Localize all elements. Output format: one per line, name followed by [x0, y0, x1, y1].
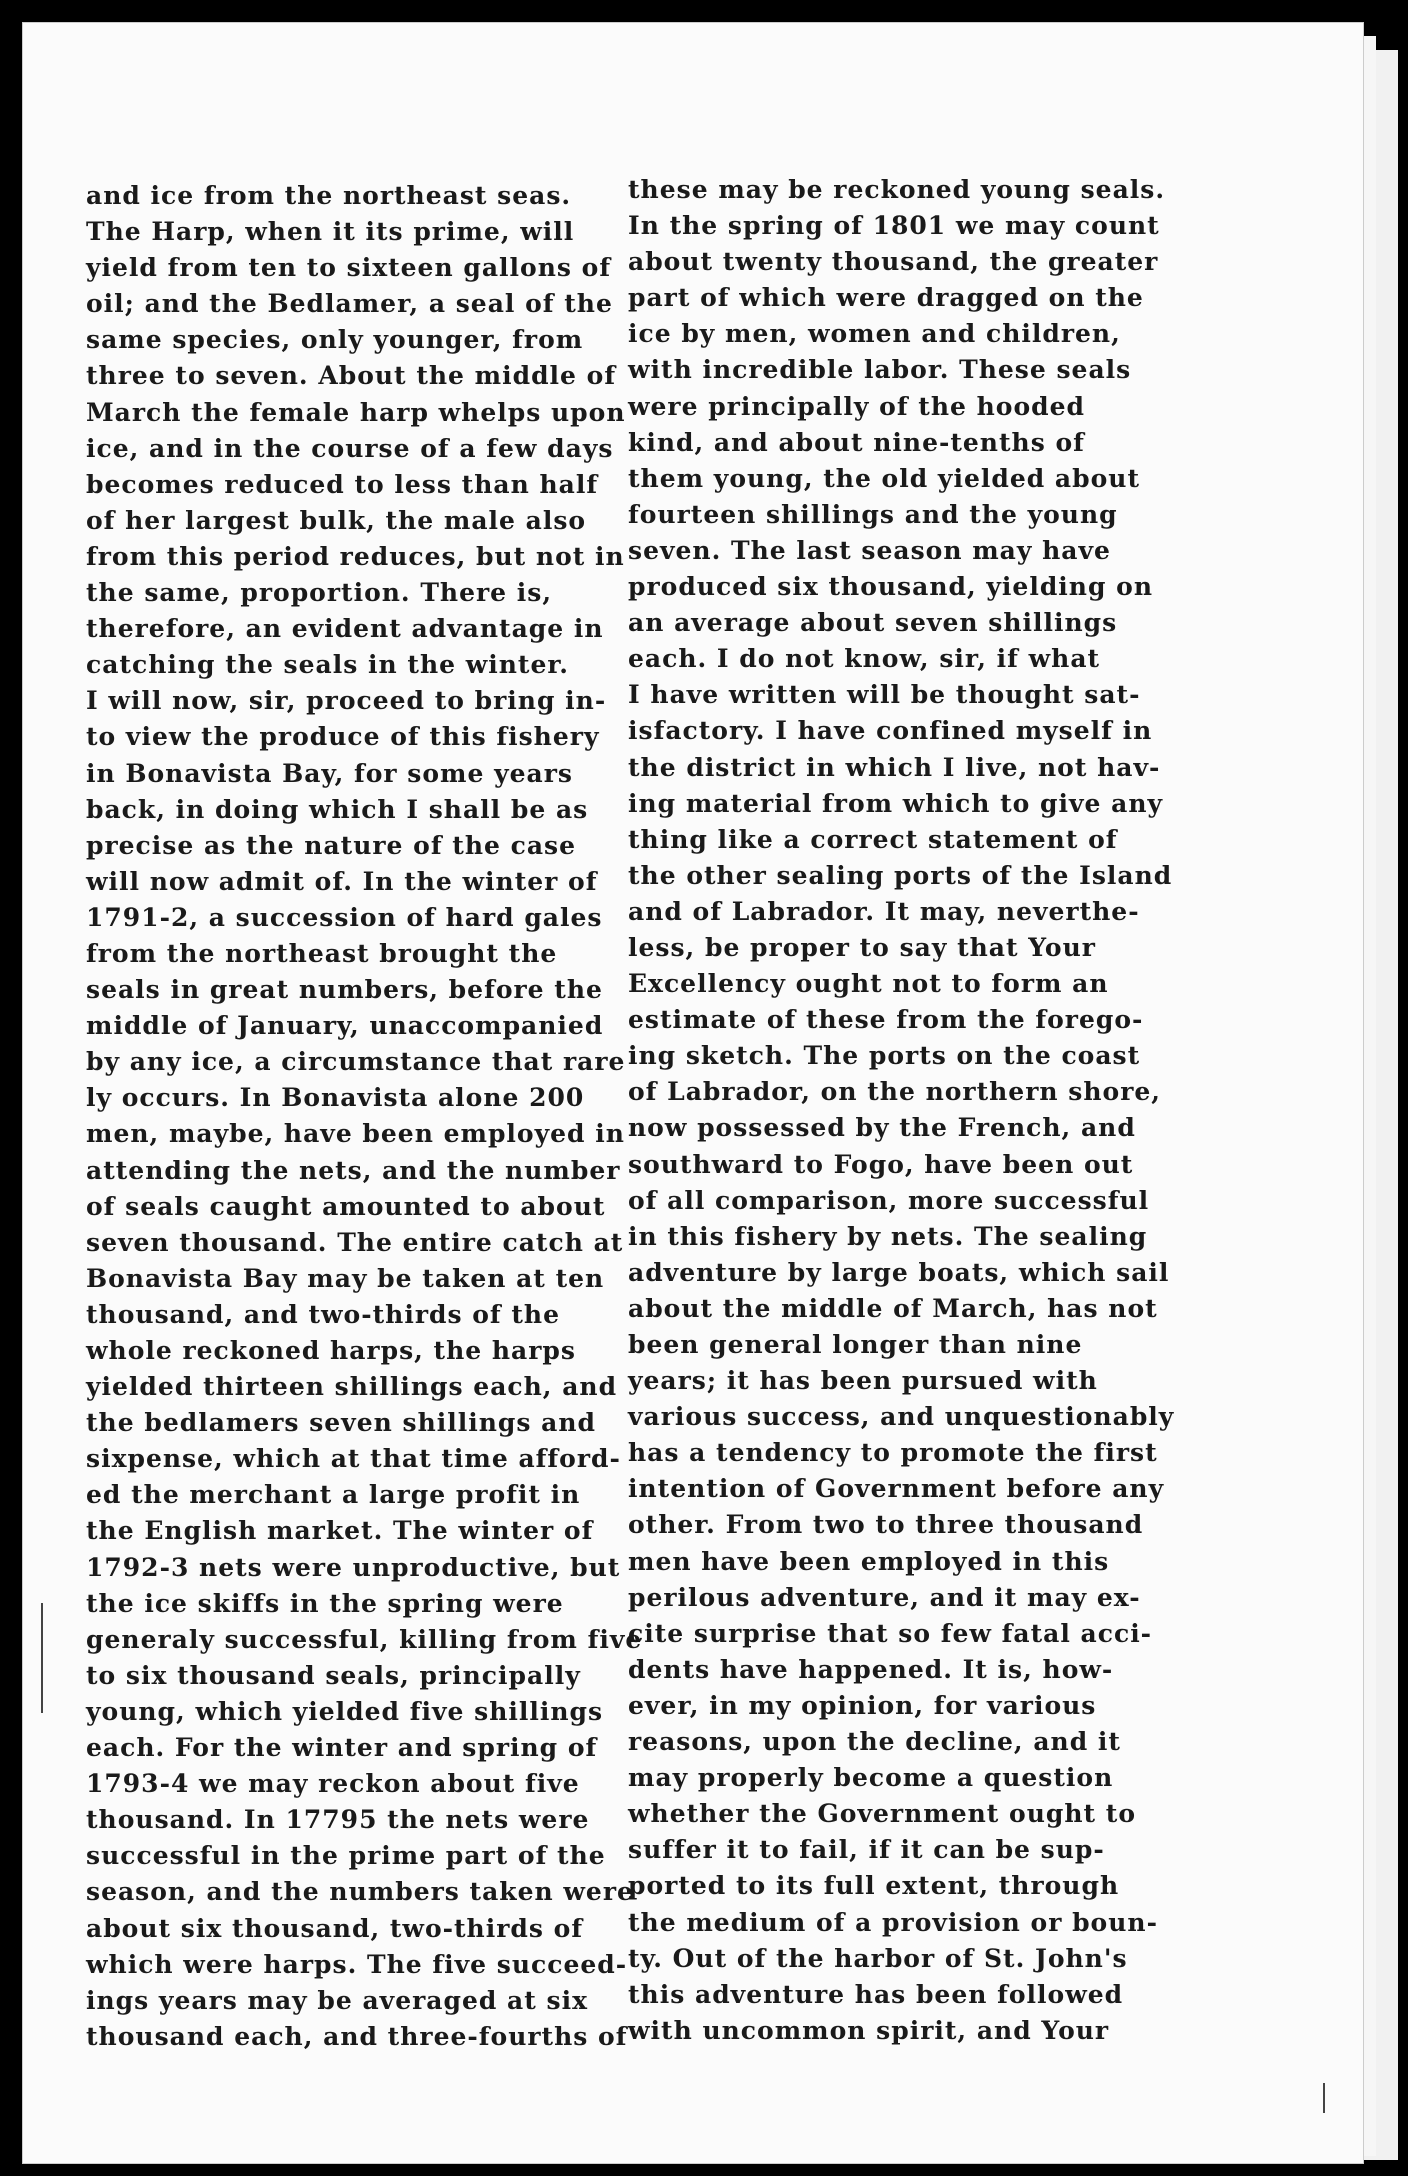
text-line: from the northeast brought the	[86, 938, 558, 968]
text-line: the ice skiffs in the spring were	[86, 1588, 564, 1618]
text-line: precise as the nature of the case	[86, 830, 577, 860]
text-line: cite surprise that so few fatal acci-	[628, 1618, 1153, 1648]
text-line: the district in which I live, not hav-	[628, 752, 1161, 782]
text-line: by any ice, a circumstance that rare	[86, 1047, 626, 1077]
text-line: has a tendency to promote the first	[628, 1438, 1158, 1468]
text-line: and ice from the northeast seas.	[86, 181, 572, 210]
text-line: thousand, and two-thirds of the	[86, 1299, 561, 1329]
text-line: thousand each, and three-fourths of	[86, 2021, 628, 2051]
text-line: men, maybe, have been employed in	[86, 1119, 625, 1149]
text-line: ty. Out of the harbor of St. John's	[628, 1943, 1128, 1973]
text-line: an average about seven shillings	[628, 608, 1118, 638]
text-line: 1791-2, a succession of hard gales	[86, 902, 603, 932]
text-line: part of which were dragged on the	[628, 283, 1144, 313]
text-line: ing sketch. The ports on the coast	[628, 1041, 1141, 1071]
text-line: men have been employed in this	[628, 1546, 1110, 1576]
text-line: In the spring of 1801 we may count	[628, 211, 1160, 241]
text-line: successful in the prime part of the	[86, 1841, 606, 1871]
text-line: southward to Fogo, have been out	[628, 1149, 1134, 1179]
text-line: of all comparison, more successful	[628, 1185, 1150, 1215]
text-line: various success, and unquestionably	[628, 1402, 1175, 1432]
text-line: suffer it to fail, if it can be sup-	[628, 1835, 1105, 1865]
text-line: of Labrador, on the northern shore,	[628, 1077, 1161, 1107]
text-line: been general longer than nine	[628, 1330, 1083, 1359]
text-line: intention of Government before any	[628, 1474, 1165, 1504]
text-line: with incredible labor. These seals	[628, 355, 1132, 385]
text-line: them young, the old yielded about	[628, 463, 1140, 493]
text-line: seven. The last season may have	[628, 535, 1111, 565]
text-line: estimate of these from the forego-	[628, 1005, 1144, 1035]
text-line: attending the nets, and the number	[86, 1155, 621, 1185]
text-line: thousand. In 17795 the nets were	[86, 1805, 590, 1835]
text-line: whole reckoned harps, the harps	[86, 1336, 576, 1365]
text-line: may properly become a question	[628, 1763, 1114, 1793]
text-line: I have written will be thought sat-	[628, 680, 1141, 710]
text-line: these may be reckoned young seals.	[628, 175, 1166, 204]
text-line: young, which yielded five shillings	[86, 1696, 604, 1726]
text-line: were principally of the hooded	[628, 391, 1086, 421]
text-line: isfactory. I have confined myself in	[628, 716, 1153, 746]
text-line: each. I do not know, sir, if what	[628, 644, 1101, 674]
text-line: whether the Government ought to	[628, 1799, 1137, 1829]
text-line: the bedlamers seven shillings and	[86, 1408, 597, 1438]
text-column-right	[628, 172, 1228, 2049]
text-line: yielded thirteen shillings each, and	[86, 1372, 618, 1402]
text-line: in Bonavista Bay, for some years	[86, 758, 573, 788]
text-line: back, in doing which I shall be as	[86, 794, 589, 824]
text-line: from this period reduces, but not in	[86, 541, 625, 571]
text-line: now possessed by the French, and	[628, 1113, 1136, 1143]
text-line: I will now, sir, proceed to bring in-	[86, 686, 607, 716]
text-line: ported to its full extent, through	[628, 1871, 1120, 1901]
text-line: ice, and in the course of a few days	[86, 433, 614, 463]
text-line: adventure by large boats, which sail	[628, 1257, 1170, 1287]
text-line: generaly successful, killing from five	[86, 1624, 643, 1654]
text-line: seals in great numbers, before the	[86, 975, 603, 1005]
text-line: middle of January, unaccompanied	[86, 1011, 604, 1041]
text-line: sixpense, which at that time afford-	[86, 1444, 621, 1474]
text-line: oil; and the Bedlamer, a seal of the	[86, 289, 613, 319]
text-line: of seals caught amounted to about	[86, 1191, 606, 1221]
text-line: reasons, upon the decline, and it	[628, 1727, 1121, 1757]
text-line: kind, and about nine-tenths of	[628, 427, 1085, 457]
text-line: about the middle of March, has not	[628, 1293, 1158, 1323]
text-line: three to seven. About the middle of	[86, 361, 617, 391]
text-line: 1793-4 we may reckon about five	[86, 1769, 580, 1799]
text-line: the English market. The winter of	[86, 1516, 594, 1546]
text-line: Bonavista Bay may be taken at ten	[86, 1263, 605, 1293]
text-line: same species, only younger, from	[86, 325, 584, 355]
text-line: will now admit of. In the winter of	[86, 866, 598, 896]
text-line: seven thousand. The entire catch at	[86, 1227, 624, 1257]
text-line: the other sealing ports of the Island	[628, 860, 1173, 890]
text-line: dents have happened. It is, how-	[628, 1654, 1114, 1684]
text-line: each. For the winter and spring of	[86, 1733, 598, 1763]
text-line: thing like a correct statement of	[628, 824, 1118, 854]
text-line: the same, proportion. There is,	[86, 578, 553, 608]
text-line: March the female harp whelps upon	[86, 397, 626, 427]
text-line: The Harp, when it its prime, will	[86, 217, 575, 247]
text-line: fourteen shillings and the young	[628, 499, 1118, 529]
text-line: this adventure has been followed	[628, 1979, 1124, 2009]
text-line: perilous adventure, and it may ex-	[628, 1582, 1141, 1612]
text-line: 1792-3 nets were unproductive, but	[86, 1552, 621, 1582]
text-line: to view the produce of this fishery	[86, 722, 600, 752]
margin-mark	[41, 1603, 43, 1713]
text-line: therefore, an evident advantage in	[86, 614, 604, 644]
text-line: about six thousand, two-thirds of	[86, 1913, 584, 1943]
text-line: Excellency ought not to form an	[628, 969, 1109, 999]
text-line: produced six thousand, yielding on	[628, 572, 1154, 602]
text-line: catching the seals in the winter.	[86, 650, 569, 680]
text-line: in this fishery by nets. The sealing	[628, 1221, 1148, 1251]
text-line: season, and the numbers taken were	[86, 1877, 634, 1907]
text-line: other. From two to three thousand	[628, 1510, 1144, 1540]
text-column-left	[86, 178, 646, 2055]
text-line: years; it has been pursued with	[628, 1366, 1098, 1396]
margin-mark	[1323, 2083, 1325, 2113]
text-line: which were harps. The five succeed-	[86, 1949, 628, 1979]
text-line: ever, in my opinion, for various	[628, 1690, 1097, 1720]
text-line: becomes reduced to less than half	[86, 469, 599, 499]
text-line: ing material from which to give any	[628, 788, 1164, 818]
text-line: with uncommon spirit, and Your	[628, 2015, 1110, 2045]
text-line: ed the merchant a large profit in	[86, 1480, 581, 1510]
text-line: and of Labrador. It may, neverthe-	[628, 896, 1140, 926]
text-line: yield from ten to sixteen gallons of	[86, 253, 612, 283]
text-line: about twenty thousand, the greater	[628, 247, 1159, 277]
text-line: ice by men, women and children,	[628, 319, 1121, 349]
text-line: of her largest bulk, the male also	[86, 505, 587, 535]
text-line: ly occurs. In Bonavista alone 200	[86, 1083, 585, 1113]
text-line: less, be proper to say that Your	[628, 932, 1096, 962]
text-line: the medium of a provision or boun-	[628, 1907, 1158, 1937]
text-line: ings years may be averaged at six	[86, 1985, 588, 2015]
text-line: to six thousand seals, principally	[86, 1660, 581, 1690]
